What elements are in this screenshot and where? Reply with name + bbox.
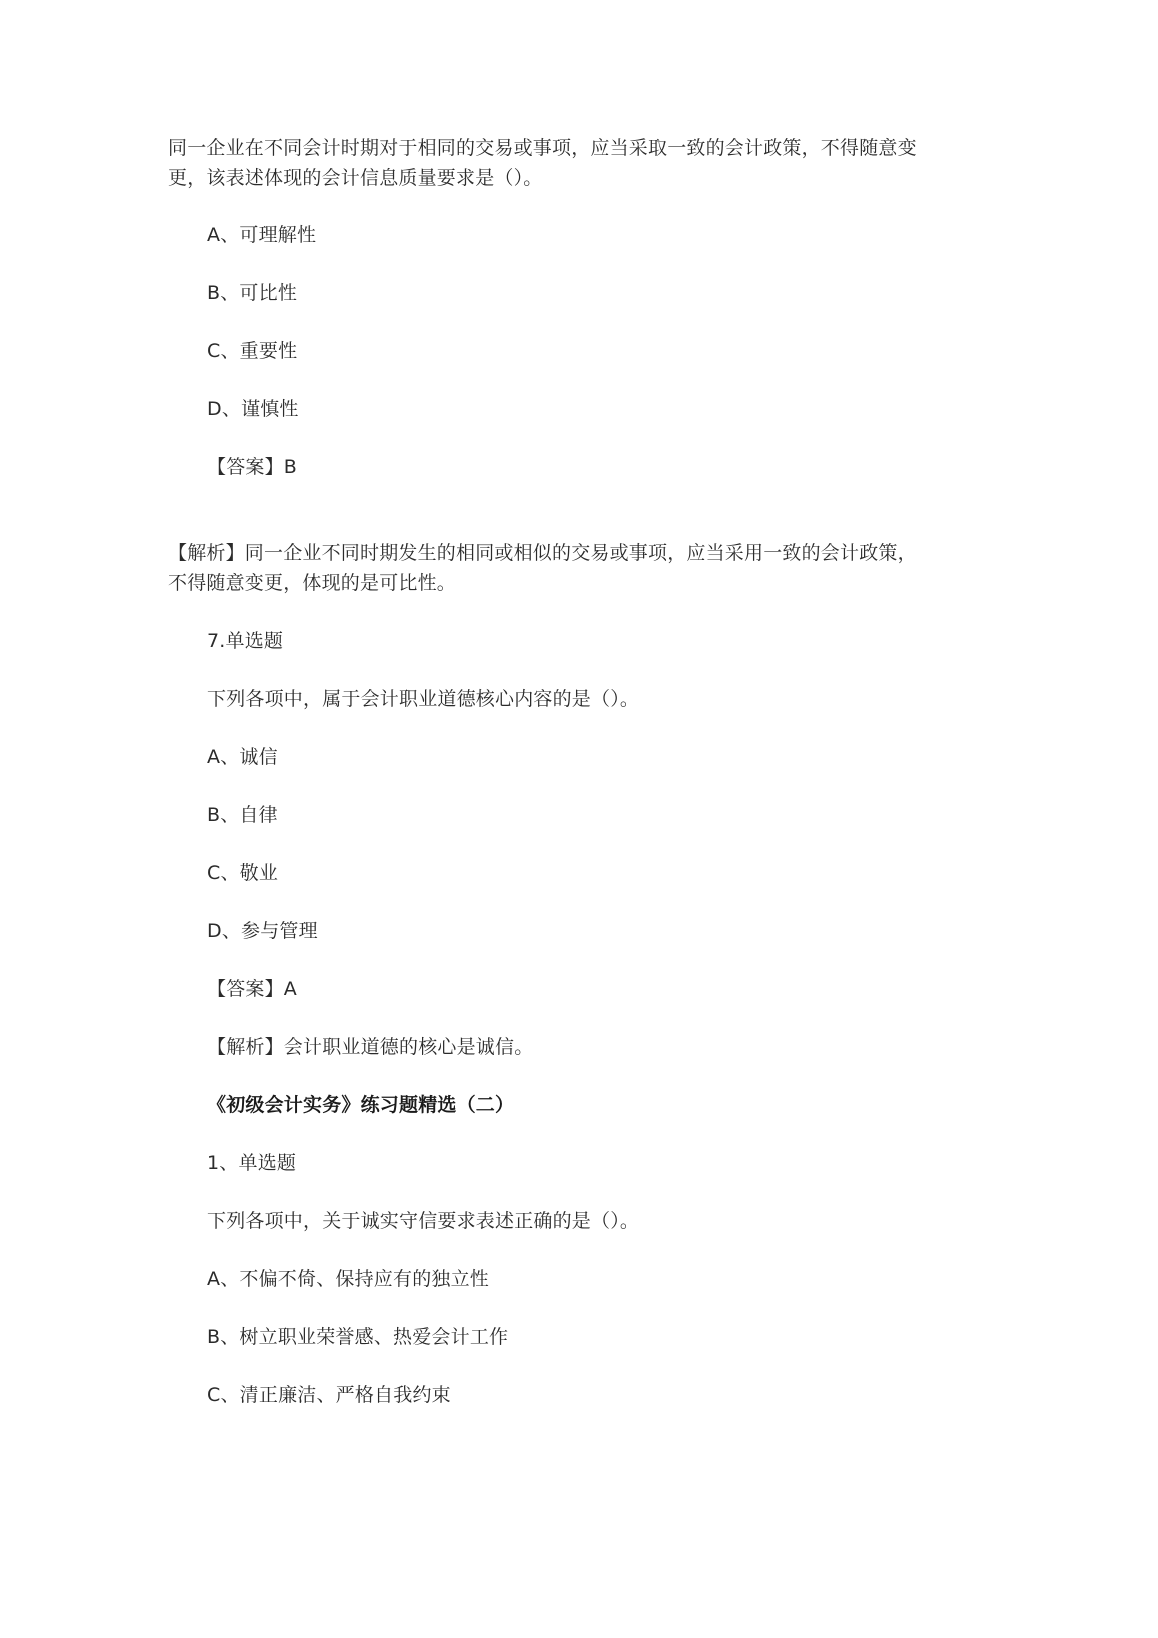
question-stem: 下列各项中，属于会计职业道德核心内容的是（）。 bbox=[207, 688, 640, 710]
analysis-line-1: 【解析】同一企业不同时期发生的相同或相似的交易或事项，应当采用一致的会计政策， bbox=[168, 542, 917, 564]
section-title: 《初级会计实务》练习题精选（二） bbox=[207, 1094, 515, 1116]
answer: 【答案】A bbox=[207, 978, 297, 1000]
question-type: 1、单选题 bbox=[207, 1152, 297, 1174]
question-stem-line-1: 同一企业在不同会计时期对于相同的交易或事项，应当采取一致的会计政策，不得随意变 bbox=[168, 137, 917, 159]
answer: 【答案】B bbox=[207, 456, 298, 478]
option-d: D、谨慎性 bbox=[207, 398, 299, 420]
option-b: B、树立职业荣誉感、热爱会计工作 bbox=[207, 1326, 509, 1348]
question-stem-line-2: 更，该表述体现的会计信息质量要求是（）。 bbox=[168, 167, 543, 189]
option-c: C、敬业 bbox=[207, 862, 279, 884]
option-a: A、可理解性 bbox=[207, 224, 317, 246]
option-a: A、不偏不倚、保持应有的独立性 bbox=[207, 1268, 489, 1290]
option-a: A、诚信 bbox=[207, 746, 278, 768]
option-c: C、清正廉洁、严格自我约束 bbox=[207, 1384, 451, 1406]
analysis: 【解析】会计职业道德的核心是诚信。 bbox=[207, 1036, 534, 1058]
option-b: B、自律 bbox=[207, 804, 278, 826]
analysis-line-2: 不得随意变更，体现的是可比性。 bbox=[168, 572, 457, 594]
question-type: 7.单选题 bbox=[207, 630, 284, 652]
option-b: B、可比性 bbox=[207, 282, 298, 304]
option-c: C、重要性 bbox=[207, 340, 298, 362]
question-stem: 下列各项中，关于诚实守信要求表述正确的是（）。 bbox=[207, 1210, 640, 1232]
option-d: D、参与管理 bbox=[207, 920, 318, 942]
